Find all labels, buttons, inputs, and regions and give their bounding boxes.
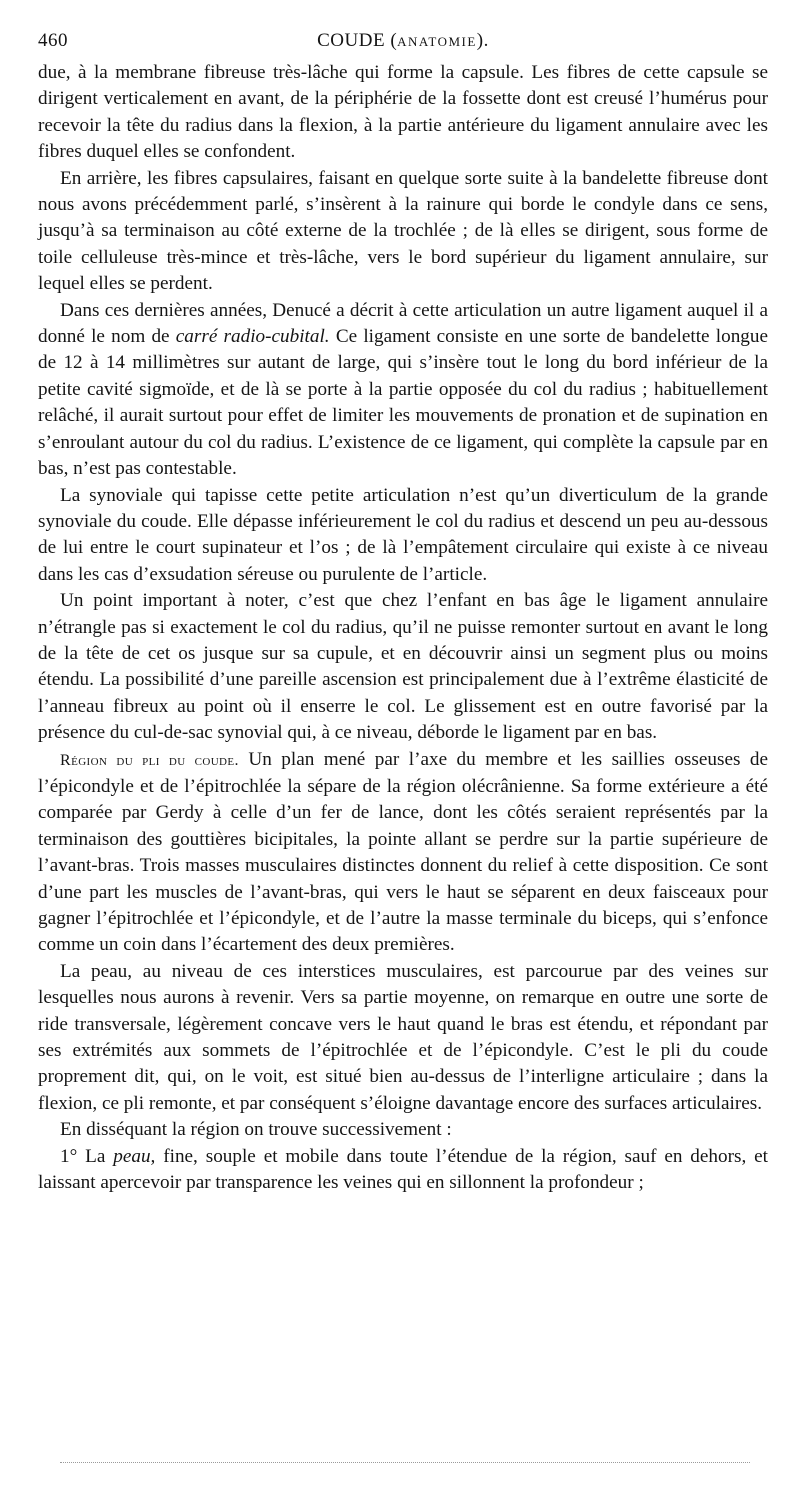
- paragraph-4: La synoviale qui tapisse cette petite articulation n’est qu’un diverticulum de la grande synoviale du coude. Elle dépasse inférieurement le col du radius et descend un peu au-dessous de lui entre le court supinateur et l’os ; de là l’empâtement circulaire qui existe à ce niveau dans les cas d’exsudation séreuse ou purulente de l’article.: [38, 484, 768, 585]
- footer-rule: [60, 1462, 750, 1463]
- paragraph-7: La peau, au niveau de ces interstices musculaires, est parcourue par des veines sur lesquelles nous aurons à revenir. Vers sa partie moyenne, on remarque en outre une sorte de ride transversale, légèrement concave vers le haut quand le bras est étendu, et répondant par ses extrémités aux sommets de l’épitrochlée et de l’épicondyle. C’est le pli du coude proprement dit, qui, on le voit, est situé bien au-dessus de l’interligne articulaire ; dans la flexion, ce pli remonte, et par conséquent s’éloigne davantage encore des surfaces articulaires.: [38, 960, 768, 1114]
- page: [38, 30, 768, 1196]
- paragraph-8: En disséquant la région on trouve successivement :: [60, 1119, 452, 1141]
- paragraph-3: [38, 298, 768, 483]
- paragraph-9-number: 1° La: [60, 1145, 114, 1167]
- running-title-close: ).: [476, 30, 489, 51]
- body-text: [38, 60, 768, 1196]
- paragraph-3-end: Ce ligament consiste en une sorte de bandelette longue de 12 à 14 millimètres sur autant de large, qui s’insère tout le long du bord inférieur de la petite cavité sigmoïde, et de là se porte à la partie opposée du col du radius ; habituellement relâché, il aurait surtout pour effet de limiter les mouvements de pronation et de supination en s’enroulant autour du col du radius. L’existence de ce ligament, qui complète la capsule par en bas, n’est pas contestable.: [38, 326, 768, 480]
- page-number: 460: [38, 30, 68, 51]
- paragraph-1: due, à la membrane fibreuse très-lâche qui forme la capsule. Les fibres de cette capsule se dirigent verticalement en avant, de la périphérie de la fossette dont est creusé l’humérus pour recevoir la tête du radius dans la flexion, à la partie antérieure du ligament annulaire avec les fibres duquel elles se confondent.: [38, 62, 768, 163]
- running-title-open: (: [385, 30, 398, 51]
- paragraph-9-term: peau,: [113, 1145, 156, 1167]
- section-heading: Région du pli du coude.: [60, 751, 239, 769]
- running-header: [38, 30, 768, 60]
- paragraph-5: Un point important à noter, c’est que chez l’enfant en bas âge le ligament annulaire n’étrangle pas si exactement le col du radius, qu’il ne puisse remonter surtout en avant le long de la tête de cet os jusque sur sa cupule, et en découvrir ainsi un segment plus ou moins étendu. La possibilité d’une pareille ascension est principalement due à l’extrême élasticité de l’anneau fibreux au point où il enserre le col. Le glissement est en outre favorisé par la présence du cul-de-sac synovial qui, à ce niveau, déborde le ligament par en bas.: [38, 590, 768, 744]
- paragraph-9: [38, 1144, 768, 1197]
- paragraph-9-text: fine, souple et mobile dans toute l’étendue de la région, sauf en dehors, et laissant apercevoir par transparence les veines qui en sillonnent la profondeur ;: [38, 1145, 768, 1194]
- running-title: [38, 30, 768, 52]
- running-title-main: COUDE: [317, 30, 386, 51]
- paragraph-3-term: carré radio-cubital.: [175, 326, 330, 348]
- running-title-subject: ANATOMIE: [397, 34, 477, 49]
- paragraph-6-text: Un plan mené par l’axe du membre et les saillies osseuses de l’épicondyle et de l’épitrochlée la sépare de la région olécrânienne. Sa forme extérieure a été comparée par Gerdy à celle d’un fer de lance, dont les côtés seraient représentés par la terminaison des gouttières bicipitales, la pointe allant se perdre sur la partie supérieure de l’avant-bras. Trois masses musculaires distinctes donnent du relief à cette disposition. Ce sont d’une part les muscles de l’avant-bras, qui vers le haut se séparent en deux faisceaux pour gagner l’épitrochlée et l’épicondyle, et de l’autre la masse terminale du biceps, qui s’enfonce comme un coin dans l’écartement des deux premières.: [38, 748, 768, 956]
- paragraph-3-start: Dans ces dernières années, Denucé a décrit à cette articulation un autre ligament auquel il a donné le nom de: [38, 299, 768, 348]
- paragraph-6: [38, 747, 768, 959]
- paragraph-2: En arrière, les fibres capsulaires, faisant en quelque sorte suite à la bandelette fibreuse dont nous avons précédemment parlé, s’insèrent à la rainure qui borde le condyle dans ce sens, jusqu’à sa terminaison au côté externe de la trochlée ; de là elles se dirigent, sous forme de toile celluleuse très-mince et très-lâche, vers le bord supérieur du ligament annulaire, sur lequel elles se perdent.: [38, 167, 768, 295]
